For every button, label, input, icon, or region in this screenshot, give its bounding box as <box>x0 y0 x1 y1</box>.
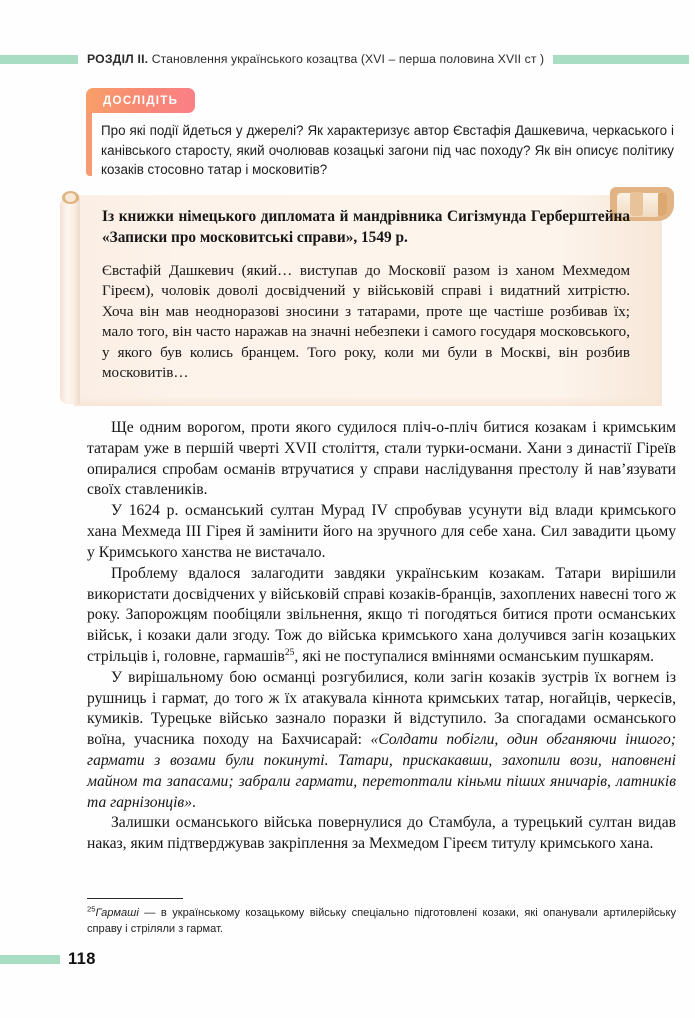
explore-badge: ДОСЛІДІТЬ <box>86 88 195 113</box>
header-chapter-title: Становлення українського козацтва (XVI – перша половина XVII ст ) <box>148 52 545 66</box>
running-header <box>0 48 695 70</box>
source-title: Із книжки німецького дипломата й мандрівника Сигізмунда Герберштейна «Записки про московитські справи», 1549 р. <box>102 208 630 246</box>
explore-accent-bar <box>86 112 92 176</box>
source-scroll <box>56 187 678 406</box>
scroll-content <box>102 207 630 384</box>
body-paragraph <box>87 668 676 814</box>
explore-block <box>86 88 678 182</box>
body-paragraph-text-cont: , які не поступалися вміннями османським пушкарям. <box>294 647 654 665</box>
footnote-text <box>87 906 676 938</box>
footnote-term: Гармаші <box>95 907 139 920</box>
footnote-definition: — в українському козацькому війську спеціально підготовлені козаки, які опанували артилерійську справу і стріляли з гармат. <box>87 907 676 935</box>
body-paragraph-text: Проблему вдалося залагодити завдяки українським козакам. Татари вирішили використати досвідчених у військовій справі козаків-бранців, захоплених навесні того ж року. Запорожцям пообіцяли звільнення, якщо ті погодяться битися проти османських військ, і козаки дали згоду. Тож до війська кримського хана долучився загін козацьких стрільців і, головне, гармашів <box>87 564 676 665</box>
explore-question-wrap <box>86 112 678 182</box>
folio-rule <box>0 955 60 964</box>
scroll-left-roll-icon <box>60 197 80 404</box>
body-quotation: «Солдати побігли, один обганяючи іншого; гармати з возами були покинуті. Татари, прискакавши, захопили вози, наповнені майном та запасами; забрали гармати, перетоптали кіньми піших яничарів, латників та гарнізонців» <box>87 731 676 811</box>
footnote-number: 25 <box>87 904 96 914</box>
page-folio <box>0 950 96 969</box>
footnote-divider <box>87 898 183 899</box>
body-column <box>87 418 676 855</box>
body-paragraph: Залишки османського війська повернулися до Стамбула, а турецький султан видав наказ, яким підтверджував закріплення за Мехмедом Гіреєм титулу кримського хана. <box>87 814 676 853</box>
body-paragraph-text-cont: . <box>192 793 196 811</box>
body-paragraph: Ще одним ворогом, проти якого судилося пліч-о-пліч битися козакам і кримським татарам уже в першій чверті XVII століття, стали турки-османи. Хани з династії Гіреїв опиралися спробам османів втручатися у справи наслідування престолу й нав’язувати своїх ставлеників. <box>87 419 676 499</box>
page-number: 118 <box>68 950 96 968</box>
header-title <box>87 52 544 66</box>
body-paragraph <box>87 564 676 668</box>
source-text: Євстафій Дашкевич (який… виступав до Московії разом із ханом Мехмедом Гіреєм), чоловік доволі досвідчений у військовій справі і видатний хитрістю. Хоча він мав неодноразові зносини з татарами, проте ще частіше розбивав їх; мало того, він часто наражав на значні небезпеки і самого государя московського, у якого був колись бранцем. Того року, коли ми були в Москві, він розбив московитів… <box>102 262 630 382</box>
body-paragraph-text: У вирішальному бою османці розгубилися, коли загін козаків зустрів їх вогнем із рушниць і гармат, до того ж їх атакувала кіннота кримських татар, ногайців, черкесів, кумиків. Турецьке військо зазнало поразки й відступило. За спогадами османського воїна, учасника походу на Бахчисарай: <box>87 668 676 749</box>
footnote-marker: 25 <box>284 647 295 658</box>
body-paragraph: У 1624 р. османський султан Мурад IV спробував усунути від влади кримського хана Мехмеда III Гірея й замінити його на зручного для себе хана. Сил завадити цьому у Кримського ханства не вистачало. <box>87 502 676 561</box>
header-rule-left <box>0 55 78 64</box>
explore-question-text: Про які події йдеться у джерелі? Як характеризує автор Євстафія Дашкевича, черкаського і канівського старосту, який очолював козацькі загони під час походу? Як він описує політику козаків стосовно татар і московитів? <box>101 123 674 178</box>
header-rule-right <box>553 55 689 64</box>
footnote-block <box>87 898 676 938</box>
header-chapter-label: РОЗДІЛ II. <box>87 52 149 66</box>
